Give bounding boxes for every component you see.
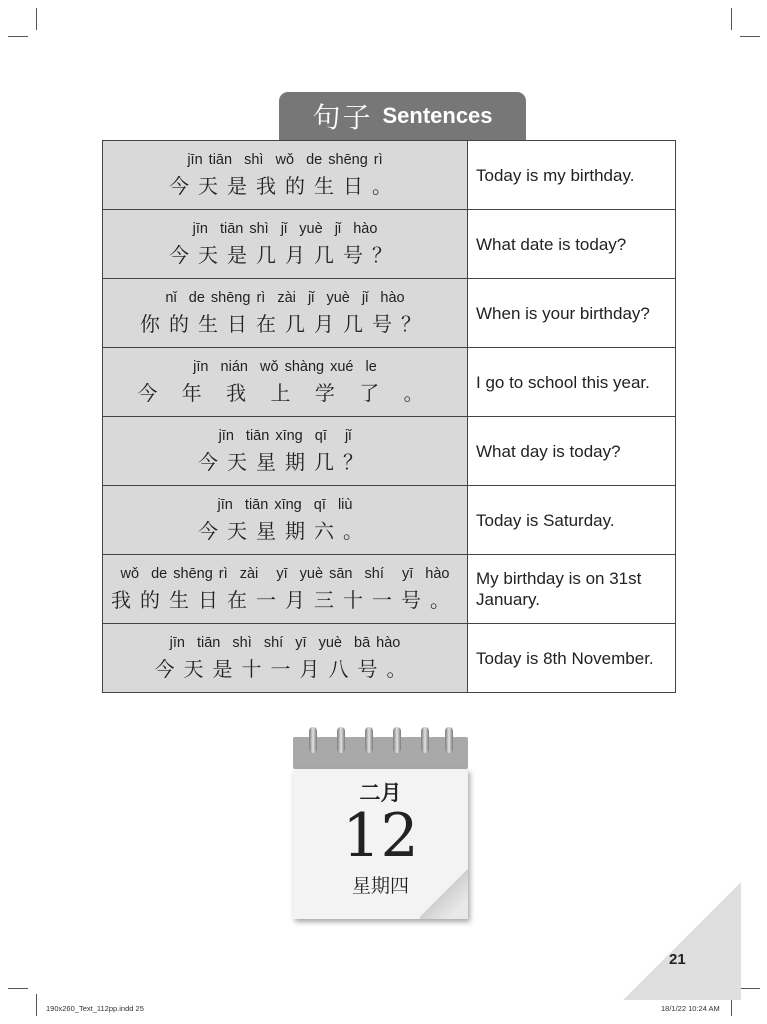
english-translation: I go to school this year. [468,348,676,417]
crop-mark [36,8,37,30]
sentence-row [103,624,676,693]
header-title-english: Sentences [382,103,493,128]
english-translation: Today is Saturday. [468,486,676,555]
ring-icon [309,727,317,753]
calendar-illustration [293,727,468,923]
chinese-cell [103,624,468,693]
page-corner-decoration [623,882,741,1000]
ring-icon [421,727,429,753]
hanzi-text: 今天是十一月八号。 [154,656,416,681]
hanzi-text: 今 年 我 上 学 了 。 [137,380,433,405]
sentences-table [102,140,676,693]
chinese-cell [103,417,468,486]
pinyin-text: jīn tiān shì shí yī yuè bā hào [169,634,401,651]
date-slug: 18/1/22 10:24 AM [661,1004,720,1013]
pinyin-text: jīn nián wǒ shàng xué le [193,358,377,375]
ring-icon [393,727,401,753]
sentence-row [103,486,676,555]
chinese-cell [103,486,468,555]
pinyin-text: jīn tiān xīng qī jǐ [218,427,352,444]
sentence-row [103,279,676,348]
crop-mark [740,36,760,37]
chinese-cell [103,555,468,624]
sentence-row [103,141,676,210]
english-translation: My birthday is on 31st January. [468,555,676,624]
crop-mark [740,988,760,989]
sentence-row [103,417,676,486]
ring-icon [365,727,373,753]
calendar-day: 12 [342,801,419,871]
ring-icon [445,727,453,753]
hanzi-text: 今天是几月几号？ [169,242,401,267]
pinyin-text: wǒ de shēng rì zài yī yuè sān shí yī hào [120,565,450,582]
sentence-row [103,348,676,417]
hanzi-text: 今天星期六。 [198,518,372,543]
english-translation: What date is today? [468,210,676,279]
pinyin-text: nǐ de shēng rì zài jǐ yuè jǐ hào [165,289,405,306]
crop-mark [8,36,28,37]
ring-icon [337,727,345,753]
crop-mark [8,988,28,989]
english-translation: When is your birthday? [468,279,676,348]
chinese-cell [103,210,468,279]
hanzi-text: 你的生日在几月几号？ [140,311,430,336]
calendar-month: 二月 [359,780,402,805]
english-translation: Today is 8th November. [468,624,676,693]
sentence-row [103,210,676,279]
crop-mark [731,8,732,30]
crop-mark [36,994,37,1016]
chinese-cell [103,348,468,417]
pinyin-text: jīn tiān shì jǐ yuè jǐ hào [192,220,378,237]
sentences-header-tab [279,92,526,140]
calendar-weekday: 星期四 [351,875,409,897]
chinese-cell [103,279,468,348]
calendar-binding-strip [293,737,468,769]
hanzi-text: 今天星期几？ [198,449,372,474]
header-title-chinese: 句子 [312,101,373,134]
pinyin-text: jīn tiān shì wǒ de shēng rì [187,151,383,168]
chinese-cell [103,141,468,210]
page-number: 21 [669,951,686,968]
file-slug: 190x260_Text_112pp.indd 25 [46,1004,144,1013]
english-translation: Today is my birthday. [468,141,676,210]
hanzi-text: 我的生日在一月三十一号。 [111,587,459,612]
pinyin-text: jīn tiān xīng qī liù [217,496,353,513]
hanzi-text: 今天是我的生日。 [169,173,401,198]
sentence-row [103,555,676,624]
english-translation: What day is today? [468,417,676,486]
